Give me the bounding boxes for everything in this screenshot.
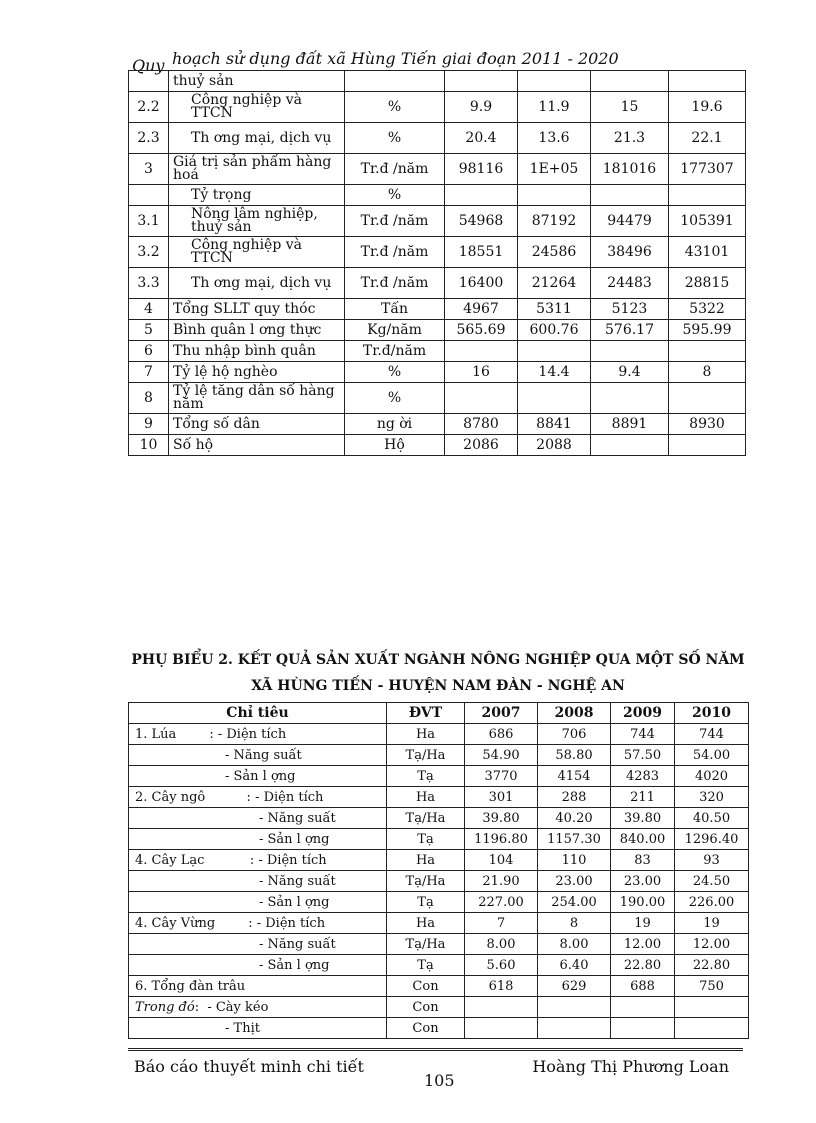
row-value: 595.99 (669, 320, 746, 341)
row-value: 254.00 (538, 892, 611, 913)
row-number: 4 (129, 299, 169, 320)
table-row (129, 787, 749, 808)
row-value: 600.76 (518, 320, 591, 341)
row-value: 18551 (445, 237, 518, 268)
row-unit: Tạ/Ha (387, 745, 465, 766)
row-number: 3.1 (129, 206, 169, 237)
row-value: 8780 (445, 414, 518, 435)
row-label: Công nghiệp và TTCN (169, 237, 345, 268)
table-row (129, 341, 746, 362)
table-row (129, 383, 746, 414)
row-value: 1157.30 (538, 829, 611, 850)
row-number: 3.2 (129, 237, 169, 268)
row-number: 9 (129, 414, 169, 435)
appendix-title-line2: XÃ HÙNG TIẾN - HUYỆN NAM ĐÀN - NGHỆ AN (251, 678, 625, 694)
row-value: 16400 (445, 268, 518, 299)
row-value: 22.80 (611, 955, 675, 976)
row-value: 565.69 (445, 320, 518, 341)
row-value: 19 (675, 913, 749, 934)
column-header: 2007 (465, 703, 538, 724)
column-header: 2008 (538, 703, 611, 724)
row-value (445, 185, 518, 206)
row-value: 40.20 (538, 808, 611, 829)
row-value: 301 (465, 787, 538, 808)
row-value: 5311 (518, 299, 591, 320)
row-label: Th ơng mại, dịch vụ (169, 268, 345, 299)
page-footer (128, 1048, 743, 1091)
row-label-text: : - Cày kéo (194, 999, 269, 1015)
row-value: 22.1 (669, 123, 746, 154)
row-value: 94479 (591, 206, 669, 237)
row-value: 83 (611, 850, 675, 871)
row-value: 2086 (445, 435, 518, 456)
row-value: 1196.80 (465, 829, 538, 850)
row-value: 744 (675, 724, 749, 745)
row-value: 4020 (675, 766, 749, 787)
row-value: 23.00 (611, 871, 675, 892)
row-value (591, 435, 669, 456)
row-value (669, 435, 746, 456)
row-value: 8841 (518, 414, 591, 435)
row-label: Tỷ lệ tăng dân số hàng năm (169, 383, 345, 414)
row-unit: Tr.đ /năm (345, 268, 445, 299)
row-value: 12.00 (611, 934, 675, 955)
row-value: 686 (465, 724, 538, 745)
table-row (129, 414, 746, 435)
row-label (129, 997, 387, 1018)
row-unit: Ha (387, 724, 465, 745)
row-value: 618 (465, 976, 538, 997)
row-value: 16 (445, 362, 518, 383)
row-value: 750 (675, 976, 749, 997)
row-value (518, 341, 591, 362)
table-row (129, 913, 749, 934)
row-value: 58.80 (538, 745, 611, 766)
row-value: 38496 (591, 237, 669, 268)
row-value: 1296.40 (675, 829, 749, 850)
row-value: 13.6 (518, 123, 591, 154)
header-prefix: Quy (132, 56, 165, 75)
row-value (611, 1018, 675, 1039)
row-value: 22.80 (675, 955, 749, 976)
row-unit: ng ời (345, 414, 445, 435)
row-unit: Tạ (387, 766, 465, 787)
row-value: 21.3 (591, 123, 669, 154)
footer-report-title: Báo cáo thuyết minh chi tiết (134, 1057, 364, 1076)
row-value: 5322 (669, 299, 746, 320)
row-unit: % (345, 383, 445, 414)
table-row (129, 892, 749, 913)
column-header: 2010 (675, 703, 749, 724)
row-label: Th ơng mại, dịch vụ (169, 123, 345, 154)
row-value: 320 (675, 787, 749, 808)
row-value: 688 (611, 976, 675, 997)
row-number: 2.2 (129, 92, 169, 123)
row-label: - Sản l ợng (129, 955, 387, 976)
row-value (591, 185, 669, 206)
row-value: 21.90 (465, 871, 538, 892)
row-value (465, 1018, 538, 1039)
row-value (675, 997, 749, 1018)
row-value: 8 (538, 913, 611, 934)
row-value (465, 997, 538, 1018)
row-unit: Ha (387, 850, 465, 871)
row-value: 9.4 (591, 362, 669, 383)
row-value: 11.9 (518, 92, 591, 123)
row-value: 20.4 (445, 123, 518, 154)
table-row (129, 299, 746, 320)
row-value: 8930 (669, 414, 746, 435)
row-value: 14.4 (518, 362, 591, 383)
row-label: Tổng số dân (169, 414, 345, 435)
row-number (129, 71, 169, 92)
row-label: Nông lâm nghiệp, thuỷ sản (169, 206, 345, 237)
row-value (591, 383, 669, 414)
table-row (129, 154, 746, 185)
row-unit: Con (387, 997, 465, 1018)
row-value: 54968 (445, 206, 518, 237)
row-unit: Tr.đ /năm (345, 154, 445, 185)
row-value: 24.50 (675, 871, 749, 892)
row-value (518, 383, 591, 414)
row-value (675, 1018, 749, 1039)
row-unit: Tr.đ/năm (345, 341, 445, 362)
row-label-emphasis: Trong đó (135, 999, 195, 1015)
row-value: 2088 (518, 435, 591, 456)
row-unit: % (345, 123, 445, 154)
row-value: 706 (538, 724, 611, 745)
row-label: 6. Tổng đàn trâu (129, 976, 387, 997)
row-number: 6 (129, 341, 169, 362)
table-row (129, 934, 749, 955)
table-row (129, 808, 749, 829)
row-label: 4. Cây Vừng : - Diện tích (129, 913, 387, 934)
row-label: - Sản l ợng (129, 892, 387, 913)
table-row (129, 955, 749, 976)
row-value: 629 (538, 976, 611, 997)
row-value (518, 185, 591, 206)
agriculture-results-table (128, 702, 749, 1039)
row-value: 21264 (518, 268, 591, 299)
row-value: 4967 (445, 299, 518, 320)
row-value: 57.50 (611, 745, 675, 766)
row-unit: % (345, 92, 445, 123)
row-label: Giá trị sản phẩm hàng hoá (169, 154, 345, 185)
row-label: - Thịt (129, 1018, 387, 1039)
row-value: 105391 (669, 206, 746, 237)
table-row (129, 766, 749, 787)
row-value: 227.00 (465, 892, 538, 913)
row-number (129, 185, 169, 206)
row-value: 5.60 (465, 955, 538, 976)
appendix-title-line1: PHỤ BIỂU 2. KẾT QUẢ SẢN XUẤT NGÀNH NÔNG NGHIỆP QUA MỘT SỐ NĂM (131, 652, 745, 668)
table-row (129, 724, 749, 745)
table-row (129, 268, 746, 299)
row-value: 54.90 (465, 745, 538, 766)
row-label: Công nghiệp và TTCN (169, 92, 345, 123)
row-unit: Tạ (387, 955, 465, 976)
row-value: 226.00 (675, 892, 749, 913)
row-value: 24483 (591, 268, 669, 299)
row-unit: Con (387, 1018, 465, 1039)
row-value (611, 997, 675, 1018)
row-value: 19.6 (669, 92, 746, 123)
row-label: Tỷ lệ hộ nghèo (169, 362, 345, 383)
row-value: 177307 (669, 154, 746, 185)
row-value: 19 (611, 913, 675, 934)
row-number: 10 (129, 435, 169, 456)
row-value: 7 (465, 913, 538, 934)
row-number: 3.3 (129, 268, 169, 299)
row-unit: Tạ (387, 829, 465, 850)
row-number: 5 (129, 320, 169, 341)
row-value: 8.00 (465, 934, 538, 955)
table-row (129, 850, 749, 871)
table-row (129, 829, 749, 850)
row-unit: Tr.đ /năm (345, 237, 445, 268)
row-unit: Kg/năm (345, 320, 445, 341)
row-label: - Năng suất (129, 745, 387, 766)
table-row (129, 320, 746, 341)
table-row (129, 71, 746, 92)
row-value: 576.17 (591, 320, 669, 341)
row-unit: Ha (387, 913, 465, 934)
row-unit: Con (387, 976, 465, 997)
row-label: 1. Lúa : - Diện tích (129, 724, 387, 745)
row-value: 12.00 (675, 934, 749, 955)
row-value: 39.80 (611, 808, 675, 829)
row-value (445, 341, 518, 362)
row-value: 110 (538, 850, 611, 871)
row-label: Bình quân l ơng thực (169, 320, 345, 341)
row-value: 288 (538, 787, 611, 808)
column-header: ĐVT (387, 703, 465, 724)
row-unit: % (345, 362, 445, 383)
row-unit: Tạ/Ha (387, 808, 465, 829)
row-label: Tổng SLLT quy thóc (169, 299, 345, 320)
row-value: 104 (465, 850, 538, 871)
row-value: 211 (611, 787, 675, 808)
row-number: 2.3 (129, 123, 169, 154)
row-value: 28815 (669, 268, 746, 299)
row-label: - Sản l ợng (129, 766, 387, 787)
row-value: 840.00 (611, 829, 675, 850)
row-value (445, 383, 518, 414)
row-unit: Tạ (387, 892, 465, 913)
row-value (591, 341, 669, 362)
row-label: 4. Cây Lạc : - Diện tích (129, 850, 387, 871)
row-value: 3770 (465, 766, 538, 787)
row-value: 87192 (518, 206, 591, 237)
row-number: 8 (129, 383, 169, 414)
row-value: 1E+05 (518, 154, 591, 185)
row-label: 2. Cây ngô : - Diện tích (129, 787, 387, 808)
row-value (445, 71, 518, 92)
table-row (129, 976, 749, 997)
row-label: - Năng suất (129, 808, 387, 829)
table-row (129, 123, 746, 154)
row-value: 190.00 (611, 892, 675, 913)
column-header: 2009 (611, 703, 675, 724)
table-row (129, 206, 746, 237)
row-label: Tỷ trọng (169, 185, 345, 206)
row-number: 3 (129, 154, 169, 185)
table-header-row (129, 703, 749, 724)
page-header (128, 48, 743, 75)
row-value (538, 1018, 611, 1039)
table-row (129, 362, 746, 383)
row-unit (345, 71, 445, 92)
row-value: 6.40 (538, 955, 611, 976)
economic-indicators-table (128, 70, 746, 456)
row-value: 8 (669, 362, 746, 383)
page-number: 105 (424, 1071, 455, 1090)
header-title: hoạch sử dụng đất xã Hùng Tiến giai đoạn 2011 - 2020 (172, 49, 619, 68)
row-unit: Hộ (345, 435, 445, 456)
row-value (518, 71, 591, 92)
row-value: 181016 (591, 154, 669, 185)
table-row (129, 237, 746, 268)
row-value: 5123 (591, 299, 669, 320)
row-unit: Tấn (345, 299, 445, 320)
row-value: 744 (611, 724, 675, 745)
row-unit: Tạ/Ha (387, 871, 465, 892)
row-value: 43101 (669, 237, 746, 268)
row-value: 54.00 (675, 745, 749, 766)
row-number: 7 (129, 362, 169, 383)
row-unit: % (345, 185, 445, 206)
row-value: 39.80 (465, 808, 538, 829)
footer-author: Hoàng Thị Phương Loan (532, 1057, 729, 1076)
column-header: Chỉ tiêu (129, 703, 387, 724)
row-value: 98116 (445, 154, 518, 185)
row-unit: Tạ/Ha (387, 934, 465, 955)
row-value: 8891 (591, 414, 669, 435)
row-value (538, 997, 611, 1018)
row-value: 23.00 (538, 871, 611, 892)
row-value: 40.50 (675, 808, 749, 829)
row-label: - Năng suất (129, 934, 387, 955)
row-value (591, 71, 669, 92)
row-value: 8.00 (538, 934, 611, 955)
row-value (669, 383, 746, 414)
row-value: 24586 (518, 237, 591, 268)
table-row (129, 435, 746, 456)
row-value (669, 185, 746, 206)
table-row (129, 92, 746, 123)
row-value: 15 (591, 92, 669, 123)
row-label: Số hộ (169, 435, 345, 456)
row-label: thuỷ sản (169, 71, 345, 92)
table-row (129, 745, 749, 766)
row-value (669, 341, 746, 362)
table-row (129, 185, 746, 206)
row-value (669, 71, 746, 92)
row-value: 4154 (538, 766, 611, 787)
table-row (129, 871, 749, 892)
row-label: - Năng suất (129, 871, 387, 892)
row-label: - Sản l ợng (129, 829, 387, 850)
row-unit: Tr.đ /năm (345, 206, 445, 237)
row-value: 93 (675, 850, 749, 871)
row-unit: Ha (387, 787, 465, 808)
row-value: 4283 (611, 766, 675, 787)
table-row (129, 1018, 749, 1039)
row-value: 9.9 (445, 92, 518, 123)
row-label: Thu nhập bình quân (169, 341, 345, 362)
table-row (129, 997, 749, 1018)
